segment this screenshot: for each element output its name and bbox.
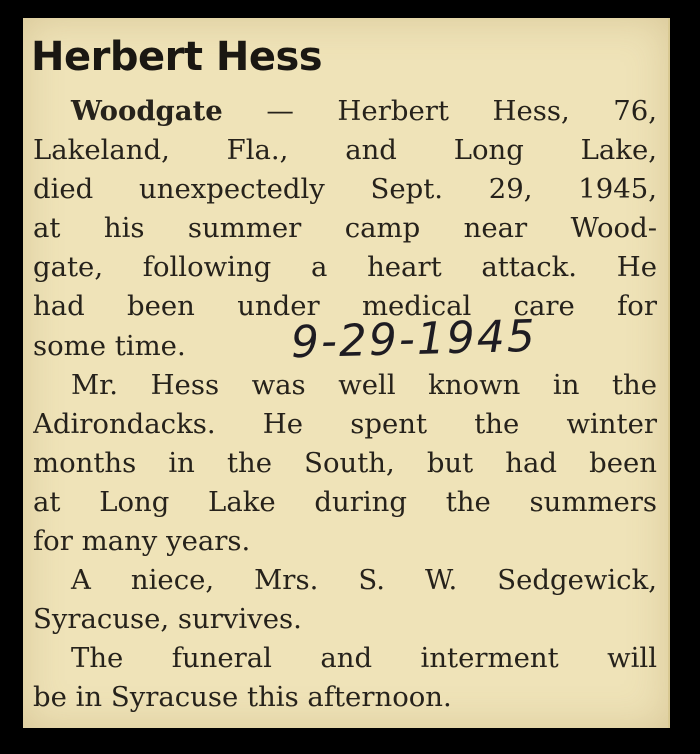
article-line: A niece, Mrs. S. W. Sedgewick,: [71, 564, 657, 597]
article-line: Adirondacks. He spent the winter: [33, 407, 657, 440]
newspaper-clipping: [23, 18, 670, 728]
article-line: died unexpectedly Sept. 29, 1945,: [33, 173, 657, 206]
article-line: for many years.: [33, 525, 251, 558]
article-line: Lakeland, Fla., and Long Lake,: [33, 134, 657, 167]
article-line: months in the South, but had been: [33, 446, 657, 479]
article-line: some time.: [33, 329, 186, 362]
article-line: at Long Lake during the summers: [33, 485, 657, 518]
article-line: The funeral and interment will: [71, 642, 657, 675]
article-line-text: — Herbert Hess, 76,: [222, 95, 657, 127]
article-line: be in Syracuse this afternoon.: [33, 681, 452, 714]
article-line: gate, following a heart attack. He: [33, 251, 657, 284]
dateline: Woodgate: [71, 95, 223, 127]
article-body: [33, 92, 657, 718]
article-line: had been under medical care for: [33, 290, 657, 323]
article-line: [33, 92, 657, 131]
article-line: Syracuse, survives.: [33, 603, 302, 636]
article-line: Mr. Hess was well known in the: [71, 368, 657, 401]
headline: Herbert Hess: [31, 34, 323, 80]
handwritten-date: 9-29-1945: [290, 310, 538, 369]
article-line: at his summer camp near Wood-: [33, 212, 657, 245]
